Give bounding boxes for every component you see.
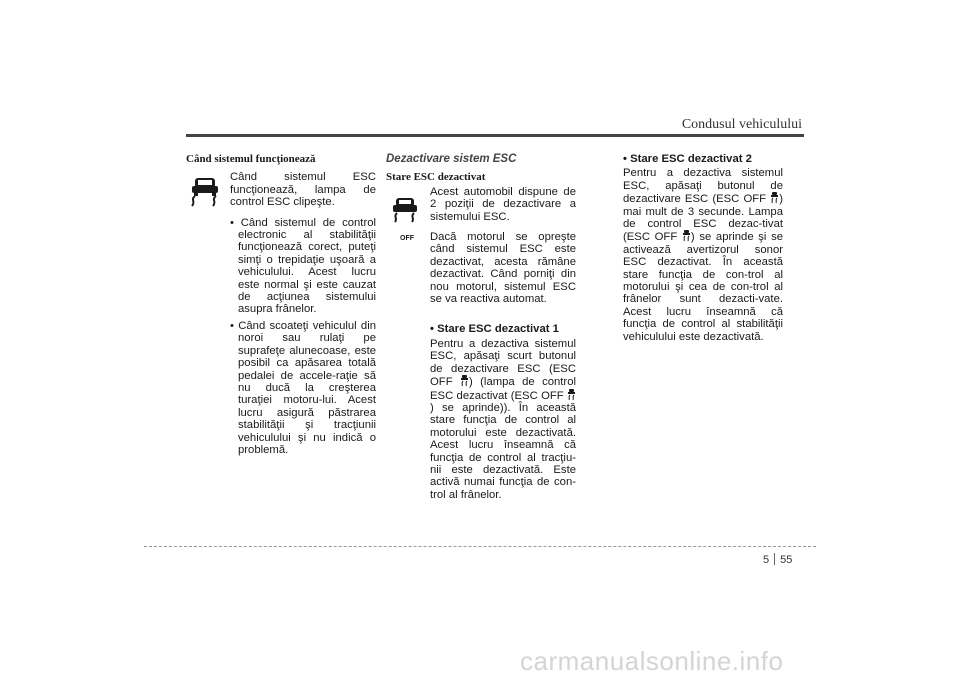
column-3 bbox=[623, 153, 783, 351]
chapter-number: 5 bbox=[763, 554, 770, 566]
footer-rule bbox=[144, 546, 816, 547]
esc-off-icon bbox=[386, 196, 424, 236]
header-rule bbox=[186, 134, 804, 137]
header-title: Condusul vehiculului bbox=[681, 117, 802, 132]
page-number bbox=[763, 553, 792, 566]
column-2 bbox=[386, 153, 576, 509]
column-1 bbox=[186, 153, 376, 460]
paragraph: Acest automobil dispune de 2 poziţii de dezactivare a sistemului ESC. bbox=[430, 185, 576, 223]
esc-off-inline-icon bbox=[567, 389, 576, 401]
page-number-value: 55 bbox=[780, 554, 793, 566]
state-2-text: Pentru a dezactiva sistemul ESC, apăsaţi butonul de dezactivare ESC (ESC OFF ) mai mult de 3 secunde. Lampa de control ESC dezac-tivat (ESC OFF ) se aprinde şi se activează avertizorul sonor ESC dezactivat. În această stare funcţia de con-trol al motorului şi cea de con-trol al frânelor sunt dezacti-vate. Acest lucru înseamnă că funcţia de control al stabilităţii vehiculului este dezactivată. bbox=[623, 167, 784, 343]
watermark: carmanualsonline.info bbox=[520, 646, 784, 676]
bullet-item: • Când sistemul de control electronic al stabilităţii funcţionează corect, puteţi simţi o trepidaţie uşoară a vehiculului. Acest lucru este normal şi este cauzat de acţiunea sistemului asupra frânelor. bbox=[230, 216, 376, 316]
section-heading-when-active: Când sistemul funcţionează bbox=[186, 153, 316, 165]
esc-slip-icon bbox=[186, 175, 224, 209]
subheading-off-state: Stare ESC dezactivat bbox=[386, 171, 486, 184]
state-1-text: Pentru a dezactiva sistemul ESC, apăsaţi scurt butonul de dezactivare ESC (ESC OFF ) (lampa de control ESC dezactivat (ESC OFF ) se aprinde)). În această stare funcţia de control al motorului este dezactivată. Acest lucru înseamnă că funcţia de control al tracţiu-nii este dezactivată. Este activă numai funcţia de con-trol al frânelor. bbox=[430, 337, 576, 501]
esc-off-inline-icon bbox=[682, 230, 691, 242]
section-heading-disable: Dezactivare sistem ESC bbox=[386, 153, 517, 165]
esc-off-inline-icon bbox=[770, 192, 779, 204]
intro-text: Când sistemul ESC funcţionează, lampa de control ESC clipeşte. bbox=[230, 171, 376, 209]
esc-off-icon-label: OFF bbox=[400, 235, 414, 242]
paragraph: Dacă motorul se opreşte când sistemul ESC este dezactivat, acesta rămâne dezactivat. Când porniţi din nou motorul, sistemul ESC se va reactiva automat. bbox=[430, 231, 576, 306]
state-1-title: • Stare ESC dezactivat 1 bbox=[430, 323, 559, 336]
state-2-title: • Stare ESC dezactivat 2 bbox=[623, 153, 752, 165]
esc-off-inline-icon bbox=[460, 375, 469, 387]
page-separator bbox=[774, 553, 775, 565]
bullet-item: • Când scoateţi vehiculul din noroi sau rulaţi pe suprafeţe alunecoase, este posibil ca apăsarea totală pedalei de accele-raţie să nu ducă la creşterea turaţiei motoru-lui. Acest lucru asigură păstrarea stabilităţii şi tracţiunii vehiculului şi nu indică o problemă. bbox=[230, 319, 376, 456]
